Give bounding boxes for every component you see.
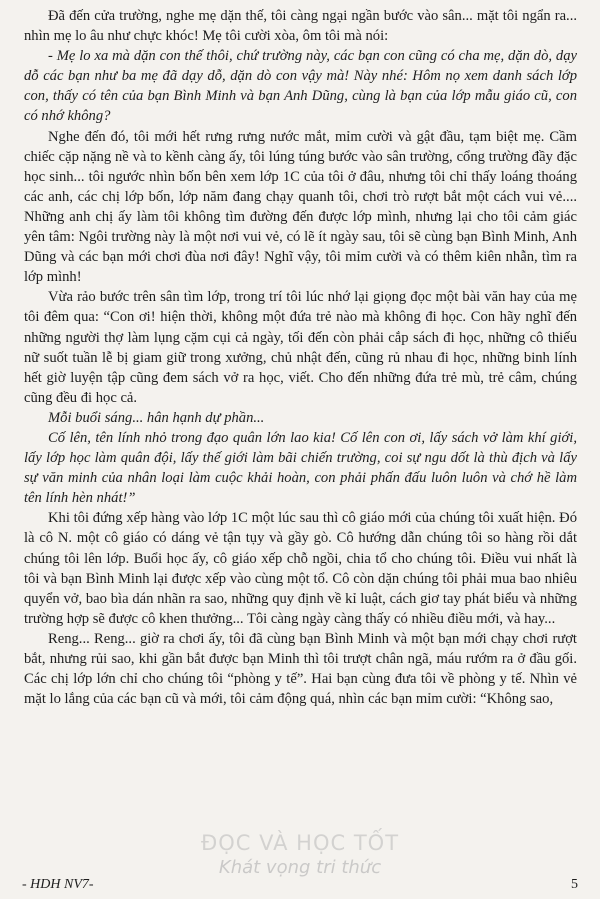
paragraph-3: Nghe đến đó, tôi mới hết rưng rưng nước mắt, mỉm cười và gật đầu, tạm biệt mẹ. Cầm chiếc cặp nặng nề và to kềnh càng ấy, tôi lúng túng bước vào sân trường, cổng trường đầy đặc học sinh... tôi ngước nhìn bốn bên xem lớp 1C của tôi ở đâu, nhưng tôi chỉ thấy loáng thoáng các anh, các chị lớp bốn, lớp năm đang chạy quanh tôi, chơi trò rượt bắt một cách vui vẻ.... Những anh chị ấy làm tôi không tìm đường đến được lớp mình, nhưng lại cho tôi cảm giác yên tâm: Ngôi trường này là một nơi vui vẻ, có lẽ ít ngày sau, tôi sẽ cùng bạn Bình Minh, Anh Dũng và các bạn mới chơi đùa nơi đây! Nghĩ vậy, tôi mỉm cười và có thêm kiên nhẫn, tìm ra lớp mình! (24, 128, 577, 286)
paragraph-4: Vừa rảo bước trên sân tìm lớp, trong trí tôi lúc nhớ lại giọng đọc một bài văn hay của mẹ tôi đêm qua: “Con ơi! hiện thời, không một đứa trẻ nào mà không đi học. Con hãy nghĩ đến những người thợ làm lụng cặm cụi cả ngày, tối đến còn phải cắp sách đi học, những cô thiếu nữ suốt tuần lễ bị giam giữ trong xưởng, chủ nhật đến, cũng rủ nhau đi học, những binh lính hết giờ luyện tập cũng đem sách vở ra học, viết. Cho đến những đứa trẻ mù, trẻ câm, chúng cũng đều đi học cả. (24, 289, 577, 406)
footer-book-code: - HDH NV7- (22, 877, 94, 892)
paragraph-8: Reng... Reng... giờ ra chơi ấy, tôi đã cùng bạn Bình Minh và một bạn mới chạy chơi rượt bắt, nhưng rủi sao, khi gần bắt được bạn Minh thì tôi trượt chân ngã, máu rướm ra ở đầu gối. Các chị lớp lớn chỉ cho chúng tôi “phòng y tế”. Hai bạn cùng đưa tôi về phòng y tế. Nhìn vẻ mặt lo lắng của các bạn cũ và mới, tôi cảm động quá, nhìn các bạn mỉm cười: “Không sao, (24, 630, 577, 708)
paragraph-2: - Mẹ lo xa mà dặn con thế thôi, chứ trường này, các bạn con cũng có cha mẹ, dặn dò, dạy dỗ các bạn như ba mẹ đã dạy dỗ, dặn dò con vậy mà! Này nhé: Hôm nọ xem danh sách lớp con, thấy có tên của bạn Bình Minh và bạn Anh Dũng, cùng là bạn của lớp mẫu giáo cũ, con có nhớ không? (24, 48, 577, 125)
paragraph-6: Cố lên, tên lính nhỏ trong đạo quân lớn lao kia! Cố lên con ơi, lấy sách vở làm khí giới, lấy lớp học làm quân đội, lấy thế giới làm bãi chiến trường, coi sự ngu dốt là thù địch và lấy sự văn minh của nhân loại làm cuộc khải hoàn, con phải phấn đấu luôn luôn và chớ hề làm tên lính hèn nhát!” (24, 429, 577, 507)
watermark-title: ĐỌC VÀ HỌC TỐT (200, 831, 400, 855)
page-number: 5 (571, 877, 578, 892)
watermark-slogan: Khát vọng tri thức (218, 857, 382, 878)
paragraph-5: Mỗi buổi sáng... hân hạnh dự phần... (48, 409, 265, 426)
paragraph-7: Khi tôi đứng xếp hàng vào lớp 1C một lúc sau thì cô giáo mới của chúng tôi xuất hiện. Đó là cô N. một cô giáo có dáng vẻ tận tụy và gầy gò. Cô hướng dẫn chúng tôi so hàng rồi dắt chúng tôi lên lớp. Buổi học ấy, cô giáo xếp chỗ ngồi, chia tổ cho chúng tôi. Điều vui nhất là tôi và bạn Bình Minh lại được xếp vào cùng một tổ. Cô còn dặn chúng tôi phải mua bao nhiêu quyển vở, bao bìa dán nhãn ra sao, những quy định về kỉ luật, cách giơ tay phát biểu và những trường hợp sẽ được cô khen thưởng... Tôi càng ngày càng thấy có nhiều điều mới, và hay... (24, 510, 577, 627)
paragraph-1: Đã đến cửa trường, nghe mẹ dặn thế, tôi càng ngại ngần bước vào sân... mặt tôi ngẩn ra... nhìn mẹ lo âu như chực khóc! Mẹ tôi cười xòa, ôm tôi mà nói: (24, 8, 577, 45)
